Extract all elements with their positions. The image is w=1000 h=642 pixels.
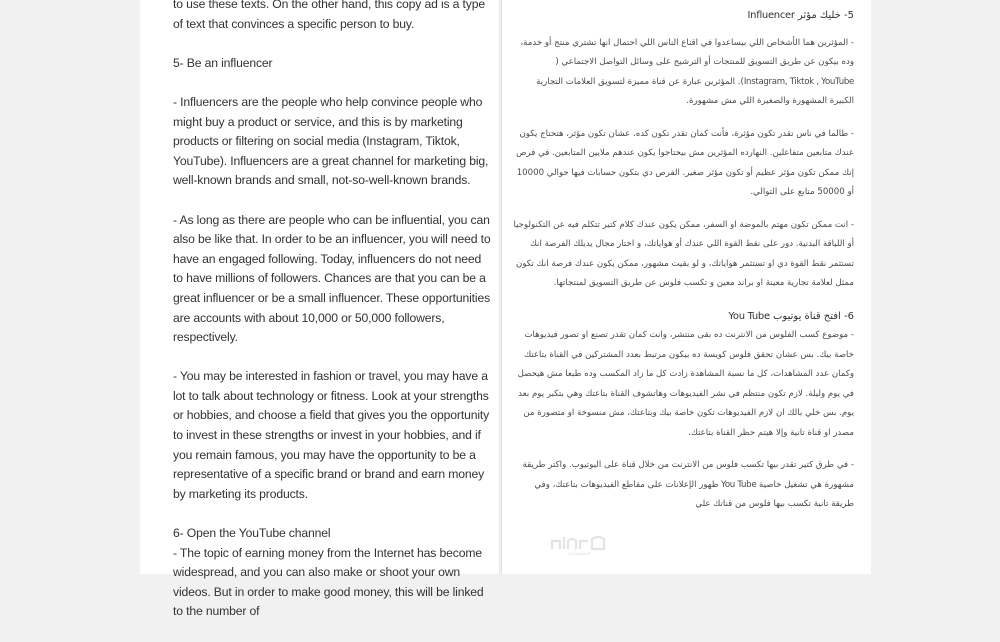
paragraph-strengths-hobbies: - You may be interested in fashion or travel, you may have a lot to talk about technology or fitness. Look at your strengths or hobbies, and choose a field that gives you the opportunity to invest in these strengths or invest in your hobbies, and if you remain famous, you may have the opportunity to be a representative of a specific brand or brand and earn money by marketing its products. — [173, 369, 490, 501]
arabic-heading-influencer: 5- خليك مؤثر Influencer — [747, 10, 854, 21]
arabic-paragraph-influencers-definition: - المؤثرين هما الأشخاص اللي بيساعدوا في اقناع الناس اللي احتمال انها تشتري منتج أو خدمة، وده بيكون عن طريق التسويق للمنتجات أو الترشيح على وسائل التواصل الاجتماعي ( Instagram, Tiktok , YouTube). المؤثرين عبارة عن قناة مميزة لتسويق العلامات التجارية الكبيرة المشهورة والصغيرة اللي مش مشهورة. — [520, 37, 854, 106]
arabic-heading-youtube: 6- افتح قناة يوتيوب You Tube — [728, 310, 854, 322]
paragraph-copy-ad-end: to use these texts. On the other hand, this copy ad is a type of text that convinces a specific person to buy. — [173, 0, 485, 31]
arabic-paragraph-youtube-earning: - موضوع كسب الفلوس من الانترنت ده بقى منتشر، وانت كمان تقدر تصنع او تصور فيديوهات خاصة بيك. بس عشان تحقق فلوس كويسة ده بيكون مرتبط بعدد المشتركين في القناة بتاعتك وكمان عدد المشاهدات، كل ما نسبة المشاهدة زادت كل ما زاد المكسب وده طبعا مش هيحصل في يوم وليلة. لازم تكون منتظم في نشر الفيديوهات وهاتشوف القناة بتاعتك وهي بتكبر يوم بعد يوم. بس خلي بالك ان لازم الفيديوهات تكون خاصة بيك وبتاعتك، مش منسوخة او متصورة من مصدر او قناة تانية وإلا هيتم حظر القناة بتاعتك. — [517, 330, 854, 438]
heading-be-an-influencer: 5- Be an influencer — [173, 55, 273, 70]
arabic-paragraph-become-influencer: - طالما في ناس تقدر تكون مؤثرة، فأنت كمان تقدر تكون كده. عشان تكون مؤثر، هتحتاج يكون عندك متابعين متفاعلين. النهارده المؤثرين مش بيحتاجوا يكون عندهم ملايين المتابعين. في فرص إنك ممكن تكون مؤثر عظيم أو تكون مؤثر صغير. الفرص دي بتكون حسابات فيها حوالي 10000 أو 50000 متابع على التوالي. — [516, 128, 854, 197]
watermark-label: خمسات — [567, 549, 591, 557]
khamsat-watermark-logo — [548, 527, 610, 557]
arabic-paragraph-strengths-hobbies: - انت ممكن تكون مهتم بالموضة او السفر، ممكن يكون عندك كلام كتير تتكلم فيه عن التكنولوجيا أو اللياقة البدنية. دور على نقط القوة اللي عندك أو هواياتك، و اختار مجال يديلك الفرصة انك تستثمر نقط القوة دي او تستثمر هواياتك، و لو بقيت مشهور، ممكن يكون عندك فرصة انك تكون ممثل لعلامة تجارية معينة او براند معين و تكسب فلوس عن طريق التسويق لمنتجاتها. — [513, 219, 854, 288]
heading-open-youtube-channel: 6- Open the YouTube channel — [173, 526, 331, 541]
paragraph-become-influencer: - As long as there are people who can be influential, you can also be like that. In order to be an influencer, you will need to have an engaged following. Today, influencers do not need to have millions of followers. Chances are that you can be a great influencer or be a small influencer. These opportunities are accounts with about 10,000 or 50,000 followers, respectively. — [173, 212, 491, 345]
paragraph-youtube-earning: - The topic of earning money from the Internet has become widespread, and you can also make or shoot your own videos. But in order to make good money, this will be linked to the number of — [173, 545, 484, 619]
arabic-text-column — [510, 6, 854, 528]
arabic-paragraph-youtube-ways: - في طرق كتير تقدر بيها تكسب فلوس من الانترنت من خلال قناة على اليوتيوب. واكتر طريقة مشهورة هي تشغيل خاصية You Tube ظهور الإعلانات على مقاطع الفيديوهات بتاعتك، وفي طريقة تانية تكسب بيها فلوس من قناتك علي — [522, 460, 854, 509]
english-text-column — [173, 0, 493, 642]
paragraph-influencers-definition: - Influencers are the people who help convince people who might buy a product or service, and this is by marketing products or filtering on social media (Instagram, Tiktok, YouTube). Influencers are a great channel for marketing big, well-known brands and small, not-so-well-known brands. — [173, 94, 489, 188]
